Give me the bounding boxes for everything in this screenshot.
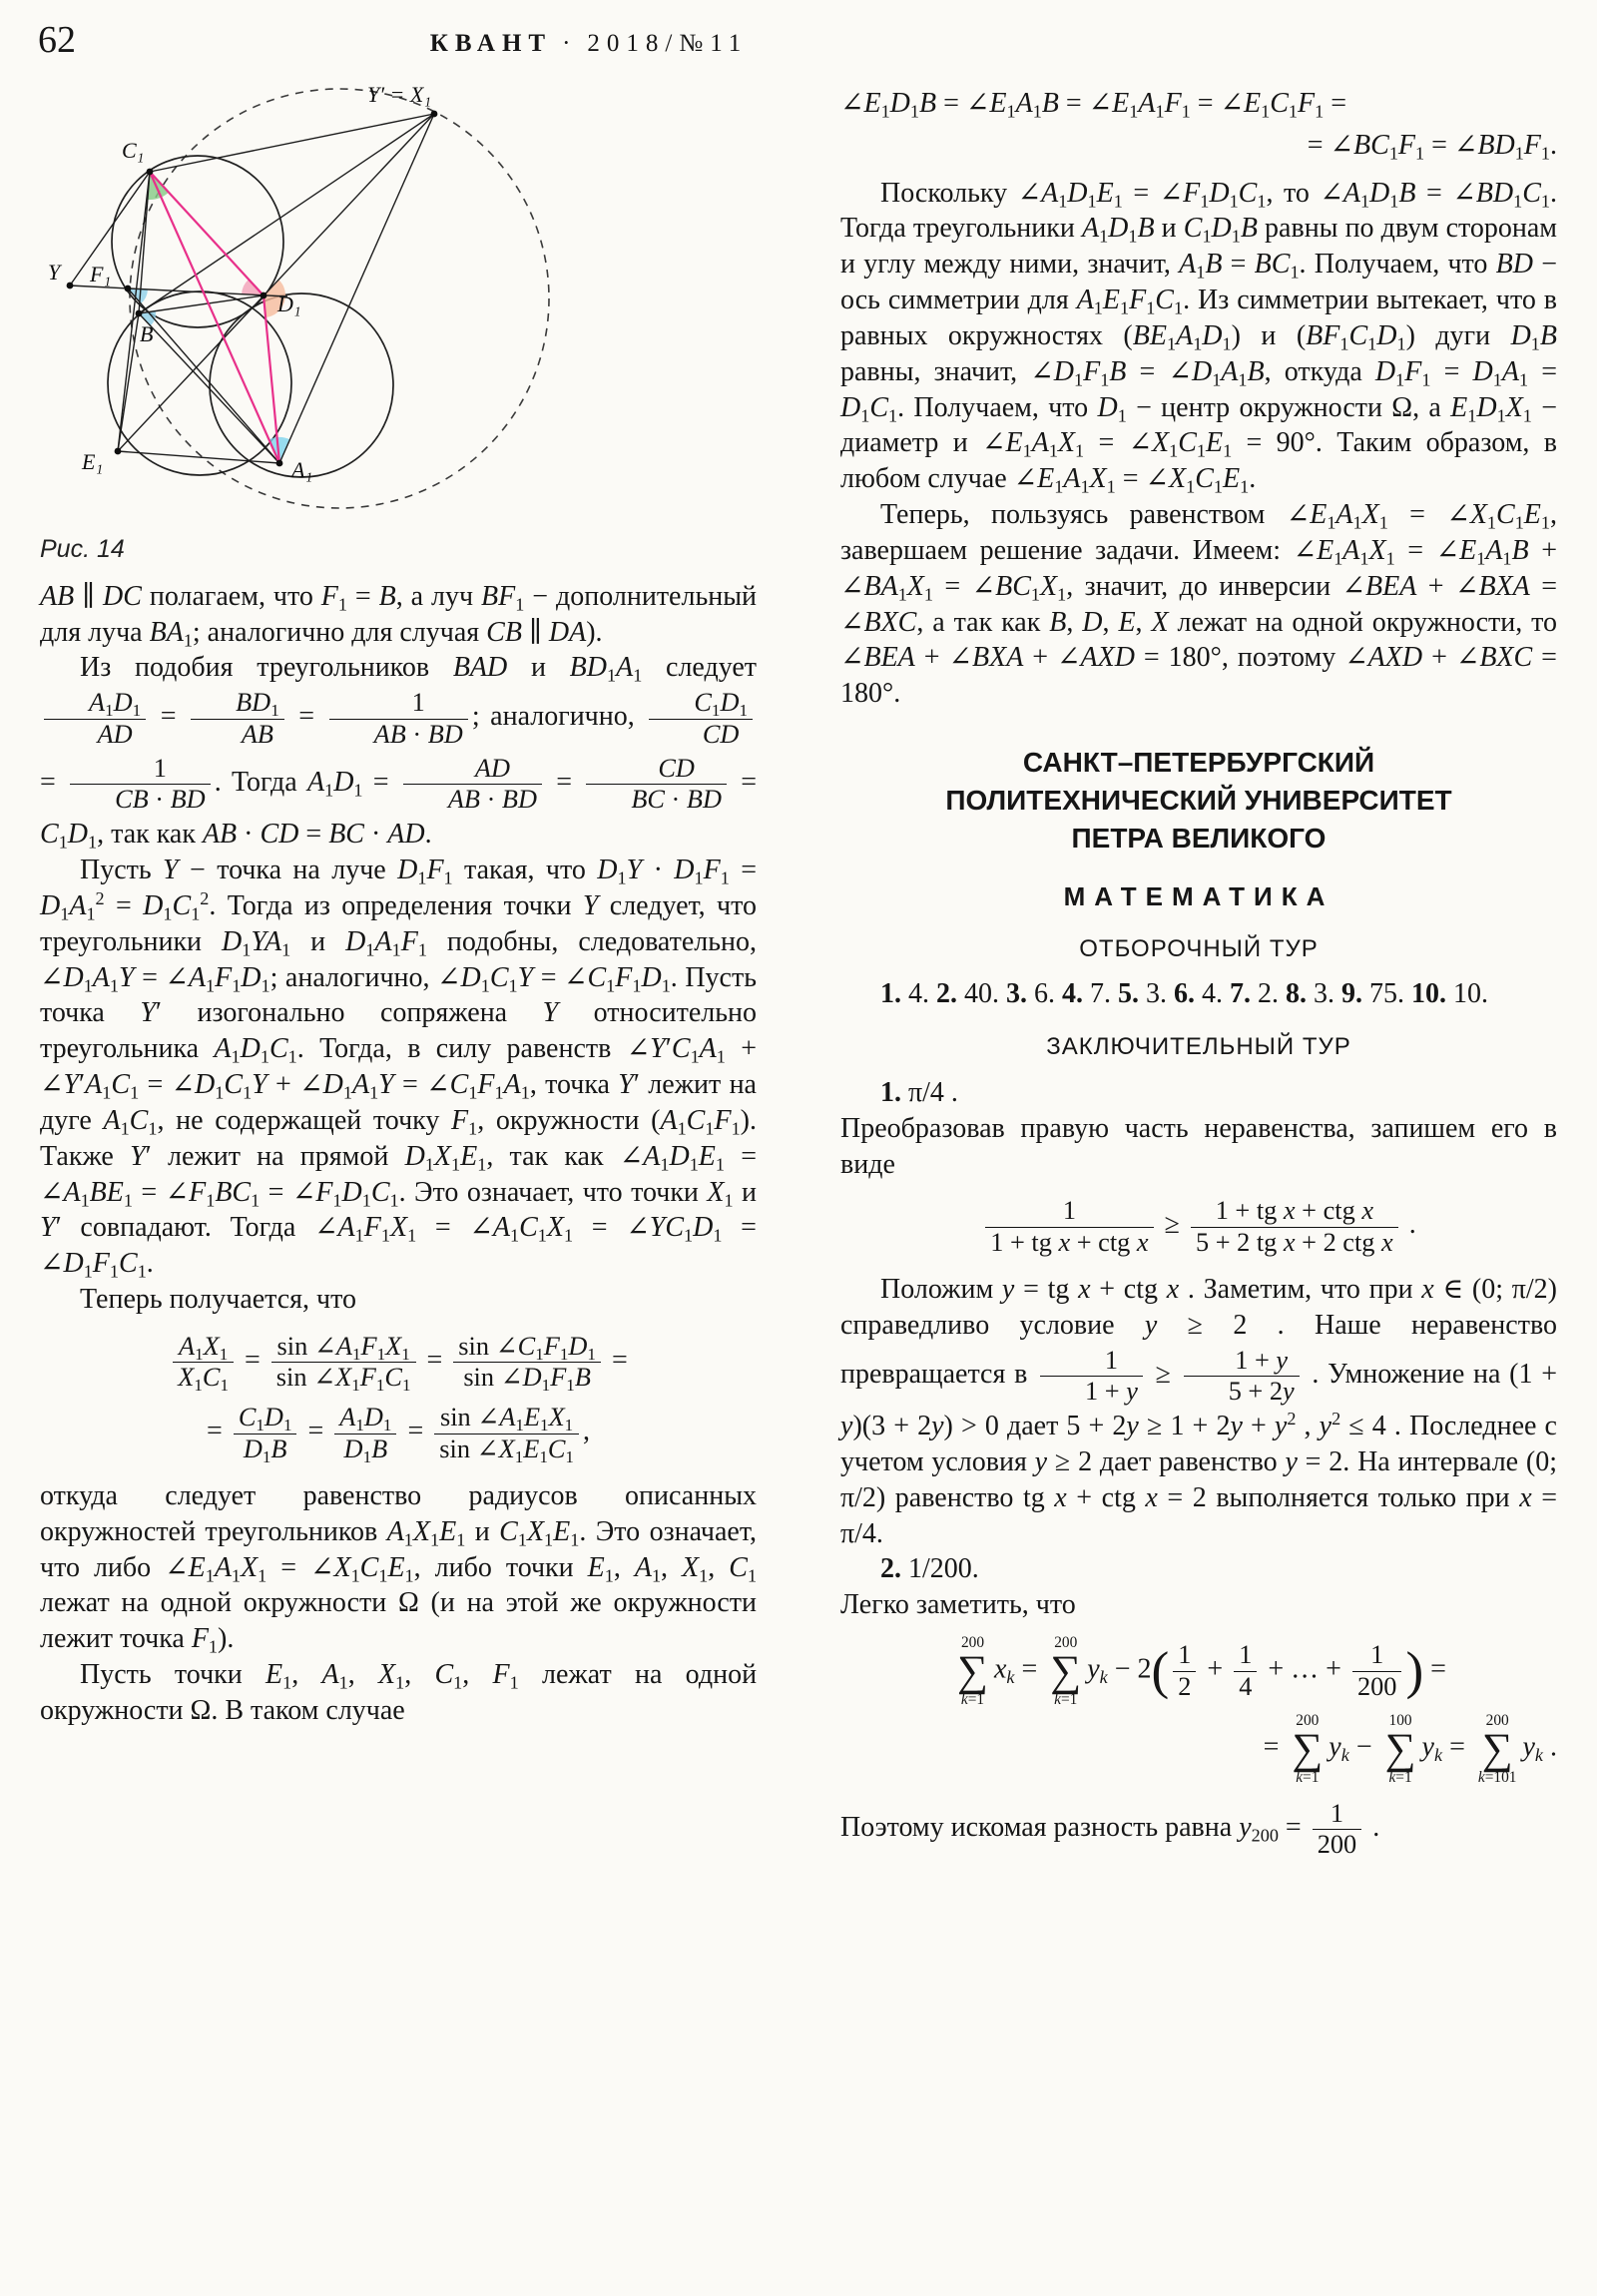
line-f1-a1 (128, 288, 279, 463)
point-f1 (125, 286, 132, 292)
paragraph: Поскольку $\angle A_1D_1E_1$ = $\angle F_1D_1C_1$, то $\angle A_1D_1B$ = $\angle BD_1C_1$. Тогда треугольники $A_1D_1B$ и $C_1D_1B$ равны по двум сторонам и углу между ними, значит, $A_1B = BC_1$. Получаем, что BD − ось симметрии для $A_1E_1F_1C_1$. Из симметрии вытекает, что в равных окружностях $(BE_1A_1D_1)$ и $(BF_1C_1D_1)$ дуги $D_1B$ равны, значит, $\angle D_1F_1B$ = $\angle D_1A_1B$, откуда $D_1F_1 = D_1A_1 = D_1C_1$. Получаем, что $D_1$ − центр окружности Ω, а $E_1D_1X_1$ − диаметр и $\angle E_1A_1X_1$ = $\angle X_1C_1E_1 = 90^\circ$. Таким образом, в любом случае $\angle E_1A_1X_1$ = $\angle X_1C_1E_1$. (840, 177, 1558, 497)
label-x1: Y′ = X₁ (367, 82, 431, 107)
paragraph: Пусть Y − точка на луче $D_1F_1$ такая, что $D_1Y \cdot D_1F_1 = D_1A_1^2 = D_1C_1^2$. Тогда из определения точки Y следует, что треугольники $D_1YA_1$ и $D_1A_1F_1$ подобны, следовательно, $\angle D_1A_1Y$ = $\angle A_1F_1D_1$; аналогично, $\angle D_1C_1Y$ = $\angle C_1F_1D_1$. Пусть точка Y′ изогонально сопряжена Y относительно треугольника $A_1D_1C_1$. Тогда, в силу равенств $\angle Y'C_1A_1$ + $\angle Y'A_1C_1$ = $\angle D_1C_1Y$ + $\angle D_1A_1Y$ = $\angle C_1F_1A_1$, точка Y′ лежит на дуге $A_1C_1$, не содержащей точку $F_1$, окружности $(A_1C_1F_1)$. Также Y′ лежит на прямой $D_1X_1E_1$, так как $\angle A_1D_1E_1$ = $\angle A_1BE_1$ = $\angle F_1BC_1$ = $\angle F_1D_1C_1$. Это означает, что точки $X_1$ и Y′ совпадают. Тогда $\angle A_1F_1X_1$ = $\angle A_1C_1X_1$ = $\angle YC_1D_1$ = $\angle D_1F_1C_1$. (40, 855, 758, 1282)
running-header (0, 30, 1178, 58)
label-c1: C₁ (122, 138, 145, 163)
display-formula: 200 ∑ k=1 $x_k$ = 200 ∑ k=1 $y_k - 2$( $\frac{1}{2}$ + $\frac{1}{4}$ + … + $\frac{1}{200}$ ) = = 200 ∑ k=1 $y_k$ − 100 ∑ k=1 $y_k$ = 200 ∑ k=101 $y_k$ . (957, 1634, 1557, 1786)
paragraph: откуда следует равенство радиусов описанных окружностей треугольников $A_1X_1E_1$ и $C_1X_1E_1$. Это означает, что либо $\angle E_1A_1X_1$ = $\angle X_1C_1E_1$, либо точки $E_1$, $A_1$, $X_1$, $C_1$ лежат на одной окружности Ω (и на этой же окружности лежит точка $F_1$). (40, 1479, 758, 1657)
point-c1 (147, 169, 154, 176)
university-title: САНКТ–ПЕТЕРБУРГСКИЙ ПОЛИТЕХНИЧЕСКИЙ УНИВЕРСИТЕТ ПЕТРА ВЕЛИКОГО (945, 747, 1452, 854)
paragraph: Теперь, пользуясь равенством $\angle E_1A_1X_1$ = $\angle X_1C_1E_1$, завершаем решение задачи. Имеем: $\angle E_1A_1X_1$ = $\angle E_1A_1B$ + $\angle BA_1X_1$ = $\angle BC_1X_1$, значит, до инверсии ∠BEA + ∠BXA = ∠BXC, а так как B, D, E, X лежат на одной окружности, то ∠BEA + ∠BXA + ∠AXD = 180°, поэтому ∠AXD + ∠BXC = 180°. (840, 499, 1558, 710)
figure-labels (48, 82, 431, 482)
highlight-line-c1-a1 (150, 172, 279, 463)
highlight-lines (150, 172, 279, 463)
problem1-answer: 1. π/4 . (880, 1077, 958, 1108)
right-column (840, 74, 1557, 1863)
line-b-d1 (139, 295, 264, 313)
subject-title: МАТЕМАТИКА (1063, 881, 1334, 912)
problem2-answer: 2. 1/200. (880, 1553, 979, 1585)
point-d1 (261, 292, 267, 299)
line-c1-e1 (118, 172, 150, 451)
point-y (67, 283, 74, 289)
highlight-line-c1-d1 (150, 172, 264, 295)
label-e1: E₁ (82, 449, 104, 474)
journal-title: КВАНТ (429, 30, 553, 57)
point-a1 (276, 460, 283, 467)
paragraph: Из подобия треугольников BAD и $BD_1A_1$ следует $\frac{A_1D_1}{AD}$ = $\frac{BD_1}{AB}$ = $\frac{1}{AB \cdot BD}$ ; аналогично, $\frac{C_1D_1}{CD}$ = $\frac{1}{CB \cdot BD}$ . Тогда $A_1D_1$ = $\frac{AD}{AB \cdot BD}$ = $\frac{CD}{BC \cdot BD}$ = $C_1D_1$, так как AB · CD = BC · AD. (40, 652, 758, 853)
paragraph: Легко заметить, что (840, 1589, 1076, 1621)
point-b (136, 310, 143, 317)
page-number: 62 (38, 19, 76, 61)
final-round-title: ЗАКЛЮЧИТЕЛЬНЫЙ ТУР (1046, 1033, 1351, 1061)
paragraph: AB ∥ DC полагаем, что $F_1 = B$, а луч $BF_1$ − дополнительный для луча $BA_1$; аналогично для случая CB ∥ DA). (40, 580, 758, 651)
left-column (40, 74, 757, 1729)
paragraph: Теперь получается, что (80, 1284, 357, 1316)
label-b: B (140, 321, 154, 346)
paragraph: Положим y = tg x + ctg x . Заметим, что при x ∈ (0; π/2) справедливо условие y ≥ 2 . Наше неравенство превращается в $\frac{1}{1 + y}$ ≥ $\frac{1 + y}{5 + 2y}$ . Умножение на (1 + y)(3 + 2y) > 0 дает $5 + 2y \ge 1 + 2y + y^2$ , $y^2 \le 4$ . Последнее с учетом условия y ≥ 2 дает равенство y = 2. На интервале (0; π/2) равенство tg x + ctg x = 2 выполняется только при x = π/4. (840, 1273, 1558, 1549)
journal-issue: 2018/№11 (587, 30, 749, 57)
circle-bottom-right (210, 293, 393, 477)
point-x1 (431, 111, 438, 118)
figure-caption: Рис. 14 (40, 534, 125, 563)
line-b-e1 (118, 313, 139, 451)
qualifying-round-title: ОТБОРОЧНЫЙ ТУР (1079, 934, 1319, 962)
header-separator: · (562, 30, 578, 57)
qualifying-answers: 1. 4. 2. 40. 3. 6. 4. 7. 5. 3. 6. 4. 7. 2. 8. 3. 9. 75. 10. 10. (880, 978, 1488, 1010)
figure-14 (40, 74, 757, 565)
figure-svg (40, 74, 559, 521)
line-b-a1 (139, 313, 279, 463)
highlight-line-d1-a1 (264, 295, 279, 463)
paragraph: Пусть точки $E_1$, $A_1$, $X_1$, $C_1$, $F_1$ лежат на одной окружности Ω. В таком случае (40, 1659, 758, 1726)
paragraph: Поэтому искомая разность равна $y_{200}$ = $\frac{1}{200}$ . (840, 1799, 1380, 1860)
label-y: Y (48, 260, 61, 285)
label-d1: D₁ (277, 291, 301, 316)
display-formula: $\frac{A_1X_1}{X_1C_1}$ = $\frac{\sin \angle A_1F_1X_1}{\sin \angle X_1F_1C_1}$ = $\frac{\sin \angle C_1F_1D_1}{\sin \angle D_1F_1B}$ = = $\frac{C_1D_1}{D_1B}$ = $\frac{A_1D_1}{D_1B}$ = $\frac{\sin \angle A_1E_1X_1}{\sin \angle X_1E_1C_1}$ , (40, 1330, 757, 1466)
paragraph: Преобразовав правую часть неравенства, запишем его в виде (840, 1112, 1557, 1180)
point-e1 (115, 448, 122, 455)
display-formula: 1 1 + tg x + ctg x ≥ 1 + tg x + ctg x 5 + 2 tg x + 2 ctg x . (840, 1194, 1557, 1260)
dashed-circumcircle (130, 89, 549, 508)
display-formula: $\angle E_1D_1B$ = $\angle E_1A_1B$ = $\angle E_1A_1F_1$ = $\angle E_1C_1F_1$ = = $\angle BC_1F_1$ = $\angle BD_1F_1$. (840, 88, 1557, 164)
line-e1-d1-x1 (118, 114, 434, 451)
label-a1: A₁ (291, 457, 313, 482)
label-f1: F₁ (90, 262, 112, 287)
